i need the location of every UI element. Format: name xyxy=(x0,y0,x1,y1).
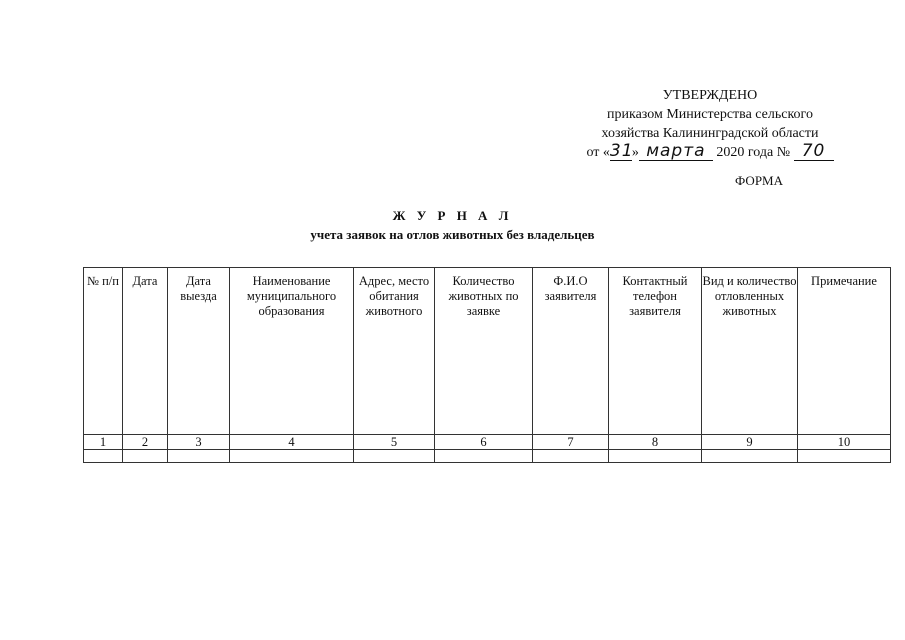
approval-line-2: хозяйства Калининградской области xyxy=(601,126,819,141)
empty-cell xyxy=(702,450,798,463)
month-field xyxy=(639,141,713,161)
month-handwritten: марта xyxy=(646,141,706,161)
number-cell: 2 xyxy=(123,435,168,450)
empty-cell xyxy=(798,450,891,463)
approval-block xyxy=(560,86,860,162)
quote-close: » xyxy=(631,145,639,160)
number-cell: 3 xyxy=(168,435,230,450)
number-cell: 10 xyxy=(798,435,891,450)
number-field xyxy=(794,141,834,161)
number-cell: 6 xyxy=(435,435,533,450)
header-cell: Вид и количество отловленных животных xyxy=(702,268,798,435)
form-label: ФОРМА xyxy=(735,173,783,188)
header-cell: Ф.И.О заявителя xyxy=(533,268,609,435)
header-cell: № п/п xyxy=(84,268,123,435)
empty-cell xyxy=(230,450,354,463)
empty-cell xyxy=(84,450,123,463)
journal-table xyxy=(83,267,891,463)
empty-cell xyxy=(168,450,230,463)
approved-label: УТВЕРЖДЕНО xyxy=(662,88,758,103)
empty-cell xyxy=(123,450,168,463)
header-cell: Примечание xyxy=(798,268,891,435)
empty-cell xyxy=(435,450,533,463)
journal-title: Ж У Р Н А Л xyxy=(392,208,513,223)
header-row xyxy=(84,268,891,435)
number-cell: 4 xyxy=(230,435,354,450)
empty-cell xyxy=(609,450,702,463)
number-cell: 7 xyxy=(533,435,609,450)
number-cell: 9 xyxy=(702,435,798,450)
empty-row xyxy=(84,450,891,463)
number-cell: 5 xyxy=(354,435,435,450)
from-label: от « xyxy=(586,145,610,160)
number-cell: 1 xyxy=(84,435,123,450)
day-field xyxy=(609,141,634,161)
header-cell: Дата выезда xyxy=(168,268,230,435)
journal-subtitle: учета заявок на отлов животных без владельцев xyxy=(310,227,595,242)
number-row xyxy=(84,435,891,450)
header-cell: Наименование муниципального образования xyxy=(230,268,354,435)
empty-cell xyxy=(533,450,609,463)
approval-line-1: приказом Министерства сельского xyxy=(607,107,813,122)
header-cell: Количество животных по заявке xyxy=(435,268,533,435)
empty-cell xyxy=(354,450,435,463)
header-cell: Контактный телефон заявителя xyxy=(609,268,702,435)
year-text: 2020 года № xyxy=(716,145,791,160)
number-cell: 8 xyxy=(609,435,702,450)
day-handwritten: 31 xyxy=(609,141,634,161)
number-handwritten: 70 xyxy=(801,141,826,161)
approval-date-line xyxy=(560,143,860,162)
header-cell: Дата xyxy=(123,268,168,435)
header-cell: Адрес, место обитания животного xyxy=(354,268,435,435)
